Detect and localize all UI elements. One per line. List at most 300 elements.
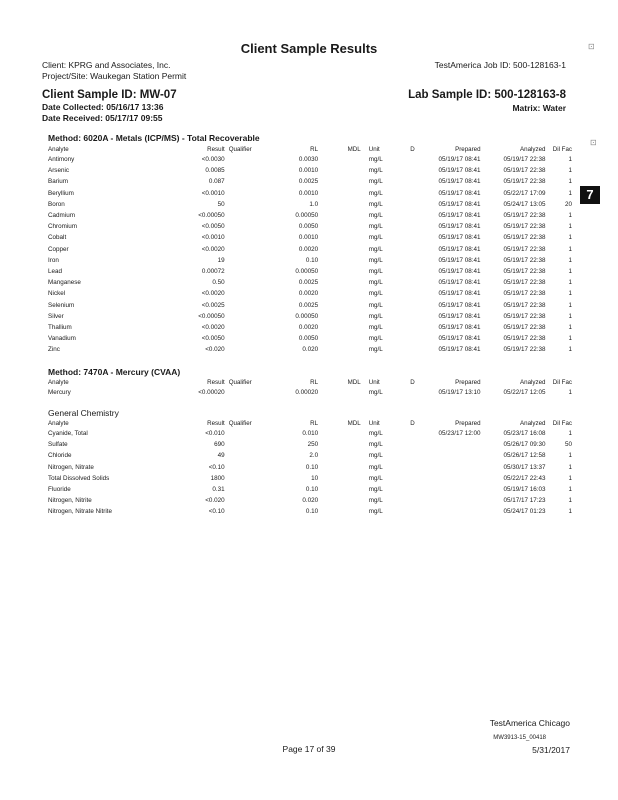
table-header-row: [48, 378, 572, 387]
cell-unit: mg/L: [368, 212, 383, 220]
col-d: D: [410, 420, 415, 427]
cell-rl: 0.10: [305, 508, 319, 516]
general-chemistry-table: [48, 419, 572, 518]
cell-rl: 0.00020: [295, 389, 319, 397]
table-row: [48, 299, 572, 310]
cell-analyte: Nitrogen, Nitrate: [48, 463, 94, 471]
col-result: Result: [207, 420, 225, 427]
cell-unit: mg/L: [368, 245, 383, 253]
table-row: [48, 176, 572, 187]
cell-prepared: 05/19/17 08:41: [438, 189, 481, 197]
cell-prepared: 05/19/17 08:41: [438, 156, 481, 164]
cell-analyzed: 05/23/17 16:08: [503, 430, 546, 438]
table-row: [48, 484, 572, 495]
cell-prepared: 05/23/17 12:00: [438, 430, 481, 438]
cell-rl: 0.0030: [298, 156, 319, 164]
col-qualifier: Qualifier: [228, 379, 252, 386]
cell-qualifier: [225, 176, 270, 187]
col-unit: Unit: [368, 379, 380, 386]
cell-rl: 2.0: [309, 452, 319, 460]
cell-rl: 0.0010: [298, 167, 319, 175]
col-prepared: Prepared: [455, 146, 481, 153]
cell-result: 690: [214, 441, 225, 449]
table-row: [48, 322, 572, 333]
cell-analyte: Selenium: [48, 301, 75, 309]
table-row: [48, 199, 572, 210]
table-row: [48, 344, 572, 355]
cell-analyzed: 05/19/17 22:38: [503, 346, 546, 354]
cell-mdl: [318, 299, 361, 310]
col-mdl: MDL: [347, 379, 361, 386]
cell-analyzed: 05/22/17 22:43: [503, 474, 546, 482]
cell-qualifier: [225, 299, 270, 310]
cell-result: <0.0010: [201, 234, 225, 242]
date-collected: Date Collected: 05/16/17 13:36: [42, 102, 164, 112]
cell-mdl: [318, 232, 361, 243]
cell-analyte: Lead: [48, 267, 63, 275]
cell-d: [405, 495, 419, 506]
cell-mdl: [318, 311, 361, 322]
cell-result: <0.0050: [201, 335, 225, 343]
cell-rl: 0.0020: [298, 290, 319, 298]
lab-name: TestAmerica Chicago: [489, 718, 570, 728]
cell-unit: mg/L: [368, 279, 383, 287]
cell-d: [405, 344, 419, 355]
cell-mdl: [318, 266, 361, 277]
table-row: [48, 333, 572, 344]
table-row: [48, 495, 572, 506]
cell-qualifier: [225, 495, 270, 506]
cell-d: [405, 299, 419, 310]
cell-d: [405, 266, 419, 277]
cell-dil-fac: 1: [568, 256, 572, 264]
cell-analyte: Barium: [48, 178, 68, 186]
cell-analyzed: 05/19/17 22:38: [503, 323, 546, 331]
table-row: [48, 188, 572, 199]
cell-analyzed: 05/19/17 22:38: [503, 223, 546, 231]
cell-prepared: 05/19/17 08:41: [438, 301, 481, 309]
cell-analyzed: 05/19/17 16:03: [503, 486, 546, 494]
cell-dil-fac: 20: [564, 200, 572, 208]
cell-mdl: [318, 506, 361, 517]
cell-mdl: [318, 462, 361, 473]
cell-unit: mg/L: [368, 312, 383, 320]
cell-rl: 250: [307, 441, 319, 449]
cell-dil-fac: 1: [568, 279, 572, 287]
cell-rl: 0.00050: [295, 212, 319, 220]
cell-prepared: [420, 506, 481, 517]
cell-mdl: [318, 244, 361, 255]
cell-analyte: Boron: [48, 200, 65, 208]
report-date: 5/31/2017: [532, 745, 570, 755]
cell-d: [405, 288, 419, 299]
cell-unit: mg/L: [368, 430, 383, 438]
col-d: D: [410, 146, 415, 153]
cell-d: [405, 255, 419, 266]
cell-prepared: 05/19/17 08:41: [438, 279, 481, 287]
cell-qualifier: [225, 462, 270, 473]
cell-result: <0.0020: [201, 323, 225, 331]
cell-unit: mg/L: [368, 267, 383, 275]
cell-unit: mg/L: [368, 223, 383, 231]
cell-dil-fac: 1: [568, 323, 572, 331]
cell-prepared: 05/19/17 08:41: [438, 178, 481, 186]
cell-dil-fac: 1: [568, 290, 572, 298]
cell-qualifier: [225, 484, 270, 495]
col-qualifier: Qualifier: [228, 420, 252, 427]
cell-qualifier: [225, 439, 270, 450]
table-row: [48, 288, 572, 299]
cell-analyte: Silver: [48, 312, 64, 320]
col-unit: Unit: [368, 420, 380, 427]
col-d: D: [410, 379, 415, 386]
cell-prepared: [420, 439, 481, 450]
cell-analyte: Zinc: [48, 346, 60, 354]
cell-prepared: 05/19/17 08:41: [438, 312, 481, 320]
table-row: [48, 210, 572, 221]
cell-prepared: 05/19/17 08:41: [438, 234, 481, 242]
cell-mdl: [318, 484, 361, 495]
general-chemistry-title: General Chemistry: [48, 408, 119, 418]
cell-qualifier: [225, 506, 270, 517]
mercury-results-table: [48, 378, 572, 398]
cell-unit: mg/L: [368, 452, 383, 460]
job-id: TestAmerica Job ID: 500-128163-1: [434, 60, 566, 70]
cell-dil-fac: 1: [568, 301, 572, 309]
cell-analyzed: 05/19/17 22:38: [503, 167, 546, 175]
cell-rl: 1.0: [309, 200, 319, 208]
cell-qualifier: [225, 266, 270, 277]
table-row: [48, 506, 572, 517]
cell-result: <0.020: [205, 497, 225, 505]
cell-analyzed: 05/19/17 22:38: [503, 312, 546, 320]
cell-analyte: Total Dissolved Solids: [48, 474, 110, 482]
cell-unit: mg/L: [368, 167, 383, 175]
col-analyte: Analyte: [48, 379, 69, 386]
cell-d: [405, 387, 419, 398]
cell-rl: 0.0050: [298, 223, 319, 231]
cell-dil-fac: 1: [568, 346, 572, 354]
table-row: [48, 387, 572, 398]
cell-prepared: [420, 473, 481, 484]
cell-rl: 0.10: [305, 486, 319, 494]
cell-prepared: 05/19/17 08:41: [438, 223, 481, 231]
cell-qualifier: [225, 165, 270, 176]
cell-d: [405, 428, 419, 439]
cell-d: [405, 439, 419, 450]
cell-analyzed: 05/19/17 22:38: [503, 335, 546, 343]
cell-rl: 0.010: [302, 430, 319, 438]
section-tab: 7: [580, 186, 600, 204]
cell-analyzed: 05/19/17 22:38: [503, 212, 546, 220]
table-row: [48, 277, 572, 288]
cell-qualifier: [225, 221, 270, 232]
col-dil-fac: Dil Fac: [552, 420, 572, 427]
table-row: [48, 221, 572, 232]
cell-prepared: [420, 484, 481, 495]
table-row: [48, 473, 572, 484]
cell-mdl: [318, 473, 361, 484]
cell-rl: 0.0010: [298, 234, 319, 242]
cell-d: [405, 154, 419, 165]
cell-dil-fac: 1: [568, 167, 572, 175]
cell-analyzed: 05/22/17 12:05: [503, 389, 546, 397]
client-sample-id: Client Sample ID: MW-07: [42, 89, 177, 101]
cell-unit: mg/L: [368, 156, 383, 164]
cell-result: <0.00050: [198, 312, 225, 320]
cell-analyte: Nitrogen, Nitrite: [48, 497, 92, 505]
col-result: Result: [207, 379, 225, 386]
cell-prepared: 05/19/17 08:41: [438, 290, 481, 298]
cell-dil-fac: 50: [564, 441, 572, 449]
cell-d: [405, 322, 419, 333]
cell-mdl: [318, 165, 361, 176]
table-header-row: [48, 419, 572, 428]
table-row: [48, 311, 572, 322]
cell-mdl: [318, 439, 361, 450]
col-analyzed: Analyzed: [520, 379, 546, 386]
cell-prepared: [420, 450, 481, 461]
cell-rl: 0.0020: [298, 245, 319, 253]
cell-unit: mg/L: [368, 474, 383, 482]
table-header-row: [48, 145, 572, 154]
cell-mdl: [318, 210, 361, 221]
cell-d: [405, 333, 419, 344]
table-row: [48, 154, 572, 165]
cell-dil-fac: 1: [568, 474, 572, 482]
cell-rl: 0.020: [302, 346, 319, 354]
col-rl: RL: [310, 379, 319, 386]
cell-dil-fac: 1: [568, 223, 572, 231]
cell-d: [405, 450, 419, 461]
table-row: [48, 244, 572, 255]
cell-mdl: [318, 450, 361, 461]
cell-qualifier: [225, 311, 270, 322]
cell-result: 0.31: [212, 486, 225, 494]
cell-dil-fac: 1: [568, 156, 572, 164]
cell-rl: 0.0050: [298, 335, 319, 343]
cell-unit: mg/L: [368, 389, 383, 397]
cell-analyte: Arsenic: [48, 167, 69, 175]
cell-analyzed: 05/19/17 22:38: [503, 178, 546, 186]
cell-prepared: 05/19/17 08:41: [438, 167, 481, 175]
cell-result: 19: [217, 256, 225, 264]
cell-result: <0.0020: [201, 290, 225, 298]
col-prepared: Prepared: [455, 379, 481, 386]
cell-result: <0.0010: [201, 189, 225, 197]
cell-d: [405, 244, 419, 255]
table-row: [48, 450, 572, 461]
cell-dil-fac: 1: [568, 312, 572, 320]
cell-rl: 0.00050: [295, 312, 319, 320]
cell-analyzed: 05/26/17 09:30: [503, 441, 546, 449]
table-row: [48, 428, 572, 439]
cell-result: <0.0020: [201, 245, 225, 253]
cell-dil-fac: 1: [568, 389, 572, 397]
cell-analyte: Mercury: [48, 389, 71, 397]
cell-unit: mg/L: [368, 178, 383, 186]
cell-analyte: Antimony: [48, 156, 75, 164]
cell-dil-fac: 1: [568, 178, 572, 186]
cell-rl: 0.00050: [295, 267, 319, 275]
lab-sample-id: Lab Sample ID: 500-128163-8: [408, 89, 566, 101]
cell-qualifier: [225, 450, 270, 461]
cell-d: [405, 462, 419, 473]
cell-d: [405, 506, 419, 517]
cell-result: <0.010: [205, 430, 225, 438]
cell-qualifier: [225, 154, 270, 165]
cell-unit: mg/L: [368, 486, 383, 494]
cell-prepared: 05/19/17 08:41: [438, 323, 481, 331]
col-analyzed: Analyzed: [520, 420, 546, 427]
client-name: Client: KPRG and Associates, Inc.: [42, 60, 171, 70]
cell-qualifier: [225, 244, 270, 255]
table-row: [48, 439, 572, 450]
cell-analyte: Fluoride: [48, 486, 71, 494]
metals-results-table: [48, 145, 572, 355]
cell-unit: mg/L: [368, 497, 383, 505]
cell-result: <0.020: [205, 346, 225, 354]
cell-mdl: [318, 255, 361, 266]
cell-d: [405, 176, 419, 187]
cell-result: <0.00050: [198, 212, 225, 220]
cell-dil-fac: 1: [568, 189, 572, 197]
date-received: Date Received: 05/17/17 09:55: [42, 113, 163, 123]
cell-prepared: 05/19/17 08:41: [438, 212, 481, 220]
col-analyzed: Analyzed: [520, 146, 546, 153]
col-qualifier: Qualifier: [228, 146, 252, 153]
cell-unit: mg/L: [368, 234, 383, 242]
cell-mdl: [318, 176, 361, 187]
cell-unit: mg/L: [368, 508, 383, 516]
page-title: Client Sample Results: [240, 41, 378, 56]
cell-d: [405, 484, 419, 495]
cell-result: <0.00020: [198, 389, 225, 397]
cell-mdl: [318, 344, 361, 355]
cell-d: [405, 210, 419, 221]
page-number: Page 17 of 39: [282, 744, 336, 754]
cell-prepared: 05/19/17 08:41: [438, 245, 481, 253]
cell-mdl: [318, 221, 361, 232]
cell-analyte: Beryllium: [48, 189, 74, 197]
cell-analyzed: 05/19/17 22:38: [503, 290, 546, 298]
cell-mdl: [318, 277, 361, 288]
cell-analyzed: 05/22/17 17:09: [503, 189, 546, 197]
cell-rl: 10: [311, 474, 319, 482]
col-dil-fac: Dil Fac: [552, 379, 572, 386]
cell-analyte: Cadmium: [48, 212, 75, 220]
cell-prepared: [420, 495, 481, 506]
cell-unit: mg/L: [368, 441, 383, 449]
cell-unit: mg/L: [368, 290, 383, 298]
cell-prepared: 05/19/17 08:41: [438, 256, 481, 264]
cell-mdl: [318, 288, 361, 299]
cell-unit: mg/L: [368, 200, 383, 208]
cell-prepared: 05/19/17 08:41: [438, 335, 481, 343]
cell-analyzed: 05/24/17 13:05: [503, 200, 546, 208]
cell-qualifier: [225, 255, 270, 266]
table-row: [48, 255, 572, 266]
method-6020a-title: Method: 6020A - Metals (ICP/MS) - Total Recoverable: [48, 133, 260, 143]
cell-dil-fac: 1: [568, 234, 572, 242]
cell-qualifier: [225, 428, 270, 439]
cell-result: 0.087: [208, 178, 225, 186]
cell-dil-fac: 1: [568, 486, 572, 494]
cell-analyzed: 05/19/17 22:38: [503, 279, 546, 287]
cell-qualifier: [225, 288, 270, 299]
cell-unit: mg/L: [368, 346, 383, 354]
cell-rl: 0.020: [302, 497, 319, 505]
cell-result: 0.50: [212, 279, 225, 287]
cell-analyzed: 05/17/17 17:23: [503, 497, 546, 505]
col-unit: Unit: [368, 146, 380, 153]
cell-prepared: [420, 462, 481, 473]
table-row: [48, 266, 572, 277]
cell-mdl: [318, 495, 361, 506]
cell-analyzed: 05/19/17 22:38: [503, 256, 546, 264]
cell-dil-fac: 1: [568, 508, 572, 516]
col-mdl: MDL: [347, 420, 361, 427]
table-row: [48, 165, 572, 176]
cell-result: 49: [217, 452, 225, 460]
cell-unit: mg/L: [368, 323, 383, 331]
cell-mdl: [318, 188, 361, 199]
cell-analyzed: 05/24/17 01:23: [503, 508, 546, 516]
cell-prepared: 05/19/17 13:10: [438, 389, 481, 397]
cell-qualifier: [225, 333, 270, 344]
cell-dil-fac: 1: [568, 212, 572, 220]
cell-result: <0.10: [208, 463, 225, 471]
cell-result: 1800: [210, 474, 225, 482]
cell-prepared: 05/19/17 08:41: [438, 200, 481, 208]
cell-rl: 0.0020: [298, 323, 319, 331]
cell-rl: 0.10: [305, 256, 319, 264]
cell-dil-fac: 1: [568, 245, 572, 253]
col-dil-fac: Dil Fac: [552, 146, 572, 153]
cell-d: [405, 311, 419, 322]
cell-analyte: Chromium: [48, 223, 78, 231]
cell-dil-fac: 1: [568, 335, 572, 343]
cell-mdl: [318, 428, 361, 439]
col-analyte: Analyte: [48, 420, 69, 427]
cell-analyte: Copper: [48, 245, 69, 253]
table-row: [48, 232, 572, 243]
cell-qualifier: [225, 188, 270, 199]
cell-qualifier: [225, 199, 270, 210]
cell-analyte: Chloride: [48, 452, 72, 460]
cell-dil-fac: 1: [568, 452, 572, 460]
cell-prepared: 05/19/17 08:41: [438, 267, 481, 275]
cell-qualifier: [225, 277, 270, 288]
project-site: Project/Site: Waukegan Station Permit: [42, 71, 187, 81]
col-rl: RL: [310, 146, 319, 153]
cell-result: 50: [217, 200, 225, 208]
cell-analyte: Nickel: [48, 290, 66, 298]
cell-dil-fac: 1: [568, 430, 572, 438]
cell-unit: mg/L: [368, 256, 383, 264]
cell-d: [405, 232, 419, 243]
cell-result: 0.0085: [205, 167, 225, 175]
col-analyte: Analyte: [48, 146, 69, 153]
cell-analyte: Cobalt: [48, 234, 67, 242]
cell-analyte: Vanadium: [48, 335, 76, 343]
cell-rl: 0.0025: [298, 279, 319, 287]
cell-d: [405, 221, 419, 232]
cell-qualifier: [225, 322, 270, 333]
cell-result: <0.0050: [201, 223, 225, 231]
cell-analyte: Cyanide, Total: [48, 430, 88, 438]
col-prepared: Prepared: [455, 420, 481, 427]
